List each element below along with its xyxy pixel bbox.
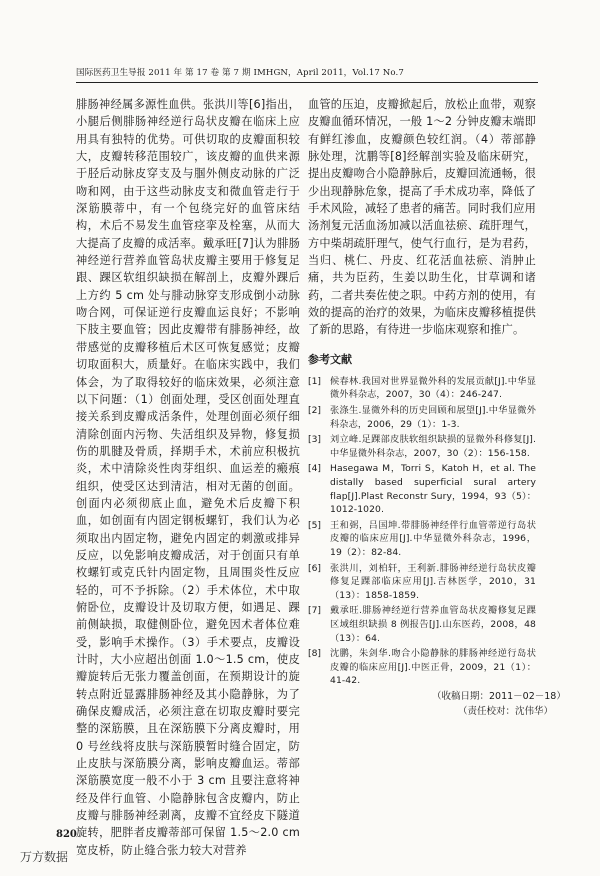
reference-text: 沈鹏，朱剑华.吻合小隐静脉的腓肠神经逆行岛状皮瓣的临床应用[J].中医正骨，2009，21（1）：41-42. xyxy=(330,648,536,687)
left-column xyxy=(76,96,300,857)
reference-number: [7] xyxy=(308,605,322,617)
reference-item xyxy=(308,375,536,402)
responsible-editor: （责任校对：沈伟华） xyxy=(458,706,554,717)
right-column xyxy=(308,96,536,696)
reference-number: [3] xyxy=(308,434,322,446)
reference-list xyxy=(308,375,536,688)
reference-item xyxy=(308,604,536,645)
reference-text: Hasegawa M，Torri S，Katoh H，et al. The distally based superficial sural artery flap[J].Plast Reconstr Sury，1994，93（5）：1012-1020. xyxy=(330,463,536,516)
reference-number: [8] xyxy=(308,648,322,660)
page-number: 820 xyxy=(56,829,77,840)
reference-item xyxy=(308,562,536,603)
reference-item xyxy=(308,519,536,560)
reference-text: 刘立峰.足踝部皮肤软组织缺损的显微外科修复[J].中华显微外科杂志，2007，30（2）：156-158. xyxy=(330,434,536,459)
reference-number: [2] xyxy=(308,405,322,416)
reference-text: 戴承旺.腓肠神经逆行营养血管岛状皮瓣修复足踝区域组织缺损 8 例报告[J].山东医药，2008，48（13）：64. xyxy=(330,605,536,644)
reference-item xyxy=(308,647,536,688)
reference-text: 张洪川，刘柏轩，王利新.腓肠神经逆行岛状皮瓣修复足踝部临床应用[J].吉林医学，2010，31（13）：1858-1859. xyxy=(330,562,536,601)
body-paragraph-continued: 血管的压迫，皮瓣掀起后，放松止血带，观察皮瓣血循环情况，一般 1～2 分钟皮瓣末端即有鲜红渗血，皮瓣颜色较红润。（4）蒂部静脉处理，沈鹏等[8]经解剖实验及临床研究，提出皮瓣吻合小隐静脉后，皮瓣回流通畅，很少出现静脉危象，提高了手术成功率，降低了手术风险，减轻了患者的痛苦。同时我们应用汤剂复元活血汤加减以活血祛瘀、疏肝理气，方中柴胡疏肝理气，使气行血行，是为君药，当归、桃仁、丹皮、红花活血祛瘀、消肿止痛，共为臣药，生姜以助生化，甘草调和诸药，二者共奏佐使之职。中药方剂的使用，有效的提高的治疗的效果，为临床皮瓣移植提供了新的思路，有待进一步临床观察和推广。 xyxy=(308,98,536,337)
reference-item xyxy=(308,462,536,516)
reference-text: 王和弼，吕国坤.带腓肠神经伴行血管蒂逆行岛状皮瓣的临床应用[J].中华显微外科杂志，1996，19（2）：82-84. xyxy=(330,519,536,558)
received-date: （收稿日期：2011－02－18） xyxy=(432,691,566,702)
reference-number: [6] xyxy=(308,562,322,574)
reference-text: 候春林.我国对世界显微外科的发展贡献[J].中华显微外科杂志，2007，30（4）：246-247. xyxy=(330,375,536,401)
body-paragraph: 腓肠神经属多源性血供。张洪川等[6]指出，小腿后侧腓肠神经逆行岛状皮瓣在临床上应用具有独特的优势。可供切取的皮瓣面积较大，皮瓣转移范围较广，该皮瓣的血供来源于胫后动脉皮穿支及与腘外侧皮动脉的广泛吻和网，由于这些动脉皮支和微血管走行于深筋膜蒂中，有一个包绕完好的血管床结构，术后不易发生血管痉挛及栓塞，从而大大提高了皮瓣的成活率。戴承旺[7]认为腓肠神经逆行营养血管岛状皮瓣主要用于修复足跟、踝区软组织缺损在解剖上，皮瓣外踝后上方约 5 cm 处与腓动脉穿支形成倒小动脉吻合网，可保证逆行皮瓣血运良好；不影响下肢主要血管；因此皮瓣带有腓肠神经，故带感觉的皮瓣移植后术区可恢复感觉；皮瓣切取面积大，质量好。在临床实践中，我们体会，为了取得较好的临床效果，必须注意以下问题：（1）创面处理，受区创面处理直接关系到皮瓣成活条件，处理创面必须仔细清除创面内污物、失活组织及异物，修复损伤的肌腱及骨质，择期手术，术前应积极抗炎，术中清除炎性肉芽组织、血运差的瘢痕组织，使受区达到清洁，相对无菌的创面。创面内必须彻底止血，避免术后皮瓣下积血，如创面有内固定钢板螺钉，我们认为必须取出内固定物，避免内固定的刺激或排异反应，以免影响皮瓣成活，对于创面只有单枚螺钉或克氏针内固定物，且周围炎性反应轻的，可不予拆除。（2）手术体位，术中取俯卧位，皮瓣设计及切取方便，如遇足、踝前侧缺损，取健侧卧位，避免因术者体位难受，影响手术操作。（3）手术要点，皮瓣设计时，大小应超出创面 1.0～1.5 cm，使皮瓣旋转后无张力覆盖创面，在预期设计的旋转点附近显露腓肠神经及其小隐静脉，为了确保皮瓣成活，必须注意在切取皮瓣时要完整的深筋膜，且在深筋膜下分离皮瓣时，用 0 号丝线将皮肤与深筋膜暂时缝合固定，防止皮肤与深筋膜分离，影响皮瓣血运。蒂部深筋膜宽度一般不小于 3 cm 且要注意将神经及伴行血管、小隐静脉包含皮瓣内，防止皮瓣与腓肠神经剥离，皮瓣不宜经皮下隧道旋转，肥胖者皮瓣蒂部可保留 1.5～2.0 cm 宽皮桥，防止缝合张力较大对营养 xyxy=(76,98,300,857)
watermark-text: 万方数据 xyxy=(20,850,69,864)
references-heading: 参考文献 xyxy=(308,352,352,366)
reference-item xyxy=(308,433,536,460)
running-header: 国际医药卫生导报 2011 年 第 17 卷 第 7 期 IMHGN，April 2011，Vol.17 No.7 xyxy=(76,66,538,83)
reference-number: [1] xyxy=(308,375,322,387)
reference-text: 张涤生.显微外科的历史回顾和展望[J].中华显微外科杂志，2006，29（1）：1-3. xyxy=(330,405,536,430)
reference-number: [5] xyxy=(308,519,322,531)
reference-number: [4] xyxy=(308,463,322,475)
reference-item xyxy=(308,404,536,431)
